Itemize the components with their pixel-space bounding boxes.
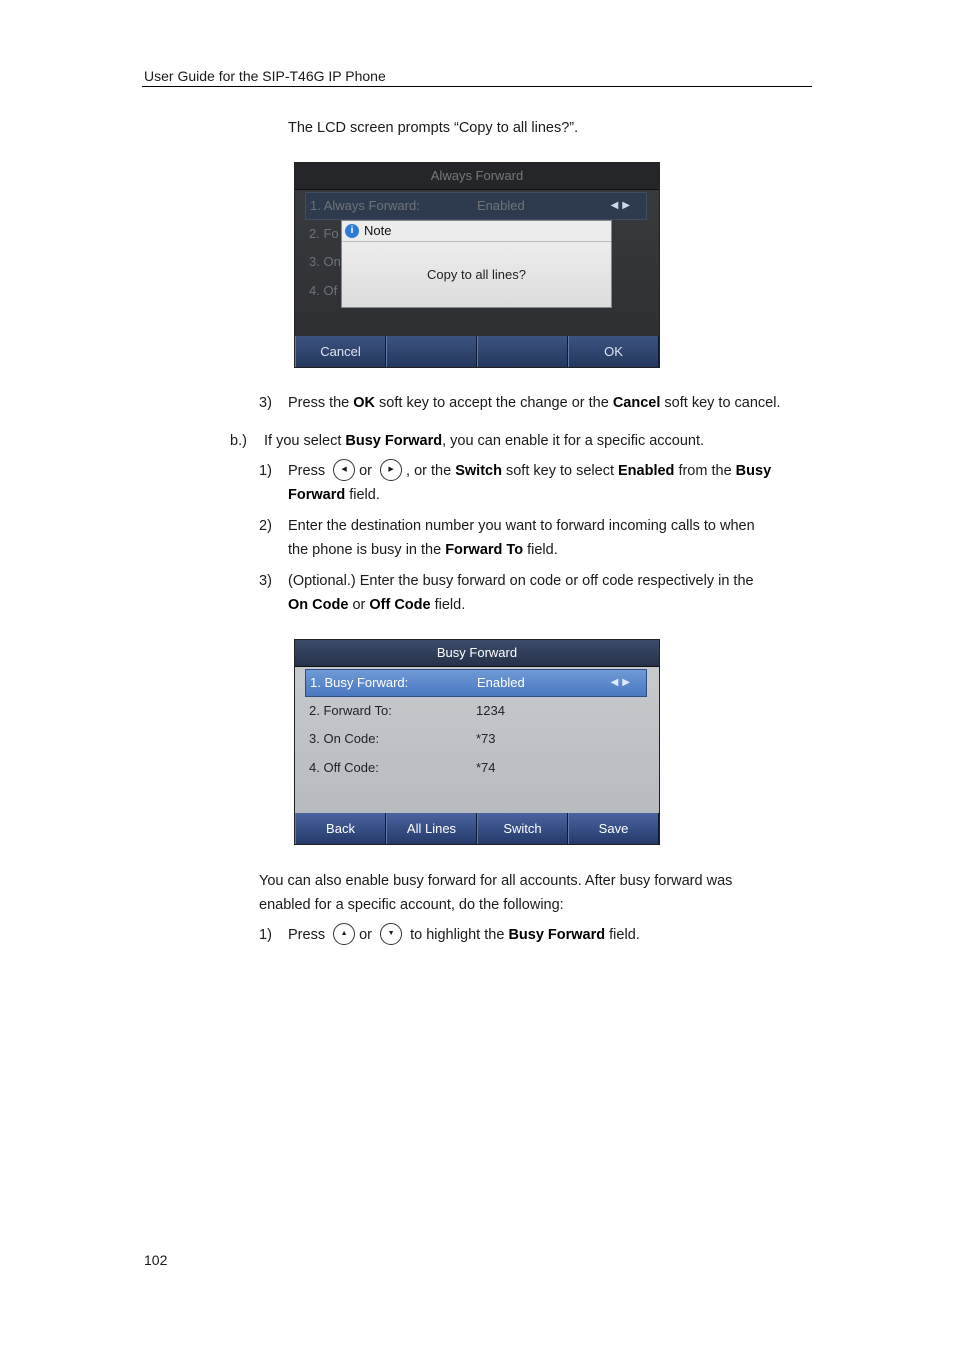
empty-softkey[interactable] bbox=[386, 336, 477, 367]
lcd-row-label: 4. Of bbox=[309, 283, 338, 298]
busy-forward-keyword: Busy Forward bbox=[508, 927, 606, 943]
step-text: to highlight the bbox=[406, 927, 509, 943]
lcd-row-busy-forward[interactable] bbox=[305, 669, 647, 697]
switch-softkey[interactable]: Switch bbox=[477, 813, 568, 844]
outro-line-1: You can also enable busy forward for all accounts. After busy forward was bbox=[259, 873, 733, 889]
cancel-softkey[interactable]: Cancel bbox=[295, 336, 386, 367]
section-label: b.) bbox=[230, 433, 247, 449]
up-navigation-key-icon: ▲ bbox=[333, 923, 355, 945]
b-step-3 bbox=[259, 569, 754, 593]
ok-keyword: OK bbox=[353, 395, 376, 411]
lcd-row-value: Enabled bbox=[477, 198, 525, 213]
forward-keyword: Forward bbox=[288, 487, 346, 503]
step-3-accept bbox=[259, 391, 780, 415]
outro-line-2: enabled for a specific account, do the following: bbox=[259, 897, 564, 913]
all-lines-softkey[interactable]: All Lines bbox=[386, 813, 477, 844]
back-softkey[interactable]: Back bbox=[295, 813, 386, 844]
lcd-row-label: 1. Always Forward: bbox=[310, 198, 420, 213]
page-number: 102 bbox=[144, 1252, 168, 1268]
step-number: 1) bbox=[259, 927, 272, 943]
softkey-bar bbox=[295, 813, 659, 844]
left-right-arrows-icon[interactable]: ◀▶ bbox=[610, 677, 634, 688]
step-text: , or the bbox=[406, 463, 456, 479]
lcd-row-label: 3. On Code: bbox=[309, 731, 380, 746]
note-title: Note bbox=[364, 223, 392, 238]
lcd-row-label: 1. Busy Forward: bbox=[310, 675, 409, 690]
step-text: Press bbox=[288, 463, 326, 479]
lcd-screen-busy-forward bbox=[294, 639, 660, 845]
page-header: User Guide for the SIP-T46G IP Phone bbox=[144, 68, 386, 84]
lcd-row-forward-to[interactable] bbox=[305, 698, 645, 724]
cancel-keyword: Cancel bbox=[612, 395, 661, 411]
step-text: soft key to accept the change or the bbox=[375, 395, 613, 411]
step-text: soft key to select bbox=[501, 463, 619, 479]
on-code-keyword: On Code bbox=[288, 597, 349, 613]
left-right-arrows-icon: ◀▶ bbox=[610, 200, 634, 211]
ok-softkey[interactable]: OK bbox=[568, 336, 659, 367]
softkey-bar bbox=[295, 336, 659, 367]
step-text: Press the bbox=[288, 395, 354, 411]
enabled-keyword: Enabled bbox=[618, 463, 675, 479]
lcd-row-value: 1234 bbox=[476, 703, 505, 718]
intro-text: The LCD screen prompts “Copy to all lines?”. bbox=[288, 120, 579, 136]
step-number: 2) bbox=[259, 518, 272, 534]
lcd-row-label: 3. On bbox=[309, 254, 341, 269]
step-number: 3) bbox=[259, 573, 272, 589]
b-step-1-cont bbox=[288, 483, 380, 507]
lcd-screen-always-forward bbox=[294, 162, 660, 368]
off-code-keyword: Off Code bbox=[369, 597, 431, 613]
note-message: Copy to all lines? bbox=[427, 267, 526, 282]
note-dialog-header bbox=[342, 221, 611, 242]
b-step-1 bbox=[259, 459, 771, 483]
step-text: from the bbox=[674, 463, 736, 479]
step-text: field. bbox=[345, 487, 380, 503]
section-text: , you can enable it for a specific account. bbox=[442, 433, 705, 449]
step-number: 1) bbox=[259, 463, 272, 479]
section-text: If you select bbox=[264, 433, 346, 449]
b-step-2-cont bbox=[288, 538, 558, 562]
save-softkey[interactable]: Save bbox=[568, 813, 659, 844]
switch-keyword: Switch bbox=[455, 463, 502, 479]
note-dialog bbox=[341, 220, 612, 308]
lcd-row-on-code[interactable] bbox=[305, 726, 645, 752]
lcd-row-always-forward bbox=[305, 192, 647, 220]
step-text: field. bbox=[523, 542, 558, 558]
left-navigation-key-icon: ◀ bbox=[333, 459, 355, 481]
step-text: Press bbox=[288, 927, 326, 943]
final-step-1 bbox=[259, 923, 640, 947]
step-text: field. bbox=[430, 597, 466, 613]
b-step-2 bbox=[259, 514, 755, 538]
lcd-row-value: Enabled bbox=[477, 675, 525, 690]
step-text: (Optional.) Enter the busy forward on code or off code respectively in the bbox=[288, 573, 754, 589]
busy-forward-keyword: Busy Forward bbox=[345, 433, 443, 449]
step-text: or bbox=[348, 597, 370, 613]
down-navigation-key-icon: ▼ bbox=[380, 923, 402, 945]
step-text: field. bbox=[605, 927, 640, 943]
step-number: 3) bbox=[259, 395, 272, 411]
lcd-row-label: 4. Off Code: bbox=[309, 760, 379, 775]
forward-to-keyword: Forward To bbox=[445, 542, 524, 558]
lcd-row-value: *73 bbox=[476, 731, 496, 746]
right-navigation-key-icon: ▶ bbox=[380, 459, 402, 481]
step-text: or bbox=[359, 927, 373, 943]
step-text: Enter the destination number you want to forward incoming calls to when bbox=[288, 518, 755, 534]
section-b-intro bbox=[230, 429, 704, 453]
info-icon: i bbox=[345, 224, 359, 238]
lcd-title: Always Forward bbox=[295, 163, 659, 190]
header-divider bbox=[142, 86, 812, 87]
lcd-row-label: 2. Forward To: bbox=[309, 703, 392, 718]
step-text: soft key to cancel. bbox=[660, 395, 781, 411]
lcd-row-label: 2. Fo bbox=[309, 226, 339, 241]
b-step-3-cont bbox=[288, 593, 465, 617]
empty-softkey[interactable] bbox=[477, 336, 568, 367]
step-text: or bbox=[359, 463, 373, 479]
lcd-row-off-code[interactable] bbox=[305, 755, 645, 781]
lcd-title: Busy Forward bbox=[295, 640, 659, 667]
step-text: the phone is busy in the bbox=[288, 542, 446, 558]
busy-keyword: Busy bbox=[735, 463, 772, 479]
lcd-row-value: *74 bbox=[476, 760, 496, 775]
